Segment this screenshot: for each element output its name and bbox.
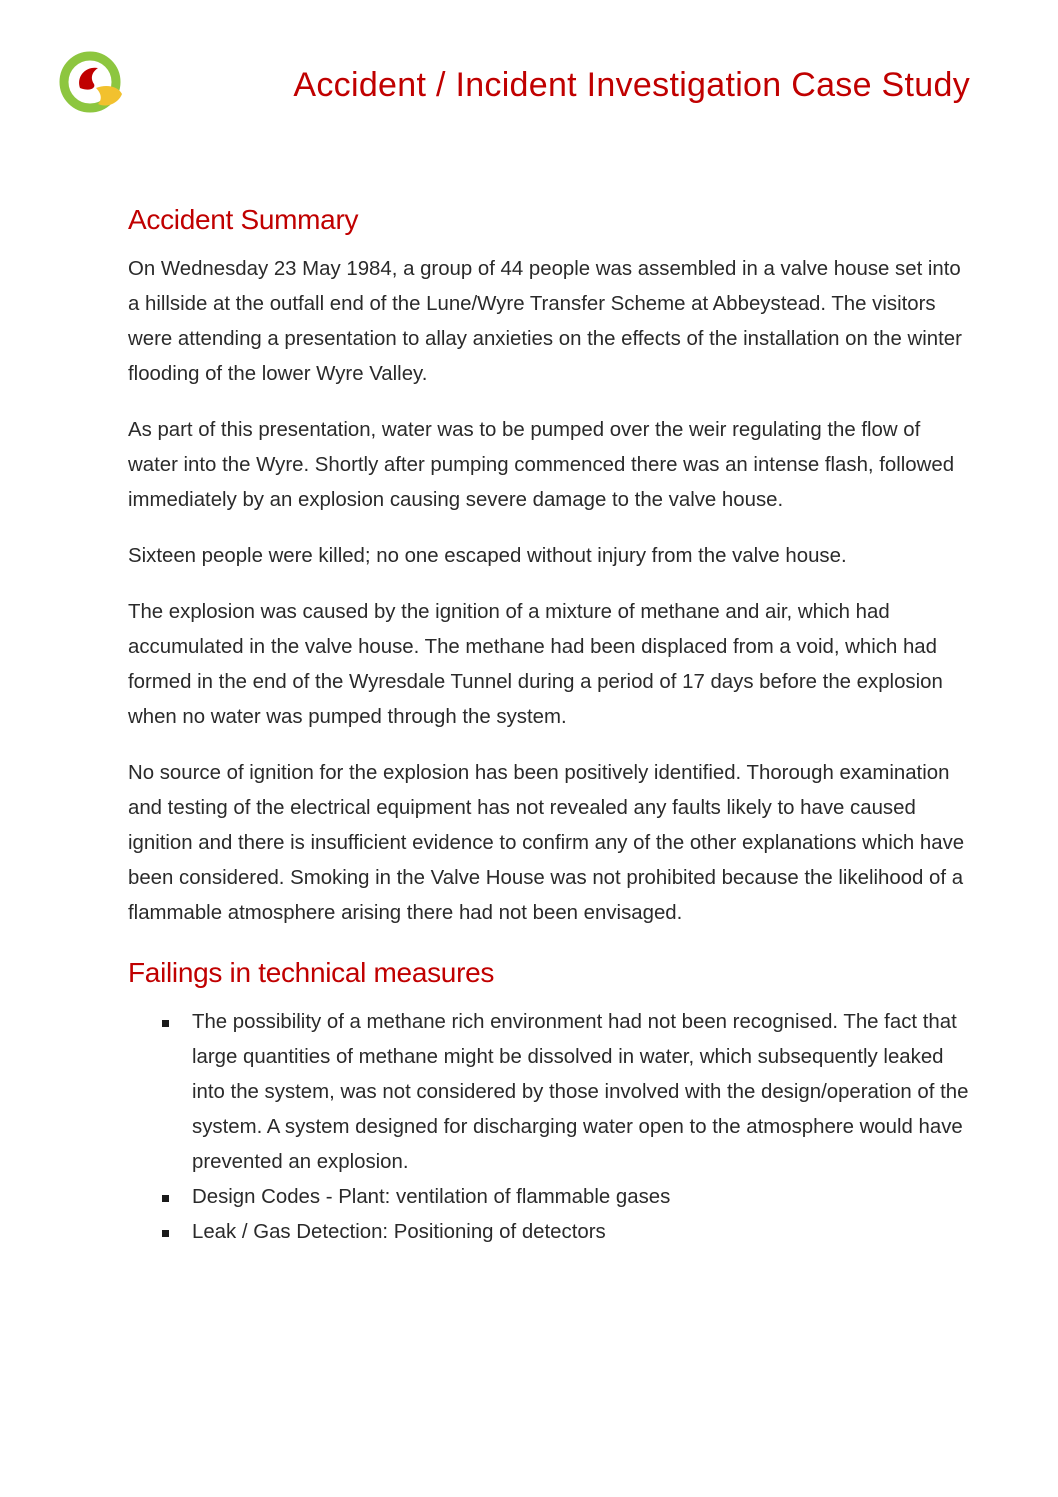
company-logo-icon <box>56 48 130 118</box>
list-item-text: Leak / Gas Detection: Positioning of detectors <box>192 1221 606 1243</box>
square-bullet-icon <box>162 1195 169 1202</box>
section-heading-accident-summary: Accident Summary <box>128 204 359 235</box>
list-item <box>128 1215 974 1250</box>
list-item-text: Design Codes - Plant: ventilation of flammable gases <box>192 1186 671 1208</box>
section-heading-failings: Failings in technical measures <box>128 957 495 988</box>
paragraph: No source of ignition for the explosion has been positively identified. Thorough examination and testing of the electrical equipment has not revealed any faults likely to have caused ignition and there is insufficient evidence to confirm any of the other explanations which have been considered. Smoking in the Valve House was not prohibited because the likelihood of a flammable atmosphere arising there had not been envisaged. <box>128 762 965 924</box>
list-item <box>128 1180 974 1215</box>
paragraph: Sixteen people were killed; no one escaped without injury from the valve house. <box>128 545 847 567</box>
paragraph: As part of this presentation, water was to be pumped over the weir regulating the flow of water into the Wyre. Shortly after pumping commenced there was an intense flash, followed immediately by an explosion causing severe damage to the valve house. <box>128 419 955 511</box>
document-body <box>128 204 974 1250</box>
square-bullet-icon <box>162 1230 169 1237</box>
list-item <box>128 1005 974 1180</box>
page-title: Accident / Incident Investigation Case Study <box>293 66 970 104</box>
failings-list <box>128 1005 974 1250</box>
paragraph: On Wednesday 23 May 1984, a group of 44 people was assembled in a valve house set into a hillside at the outfall end of the Lune/Wyre Transfer Scheme at Abbeystead. The visitors were attending a presentation to allay anxieties on the effects of the installation on the winter flooding of the lower Wyre Valley. <box>128 258 962 385</box>
square-bullet-icon <box>162 1020 169 1027</box>
list-item-text: The possibility of a methane rich environment had not been recognised. The fact that large quantities of methane might be dissolved in water, which subsequently leaked into the system, was not considered by those involved with the design/operation of the system. A system designed for discharging water open to the atmosphere would have prevented an explosion. <box>192 1011 969 1173</box>
paragraph: The explosion was caused by the ignition of a mixture of methane and air, which had accumulated in the valve house. The methane had been displaced from a void, which had formed in the end of the Wyresdale Tunnel during a period of 17 days before the explosion when no water was pumped through the system. <box>128 601 943 728</box>
